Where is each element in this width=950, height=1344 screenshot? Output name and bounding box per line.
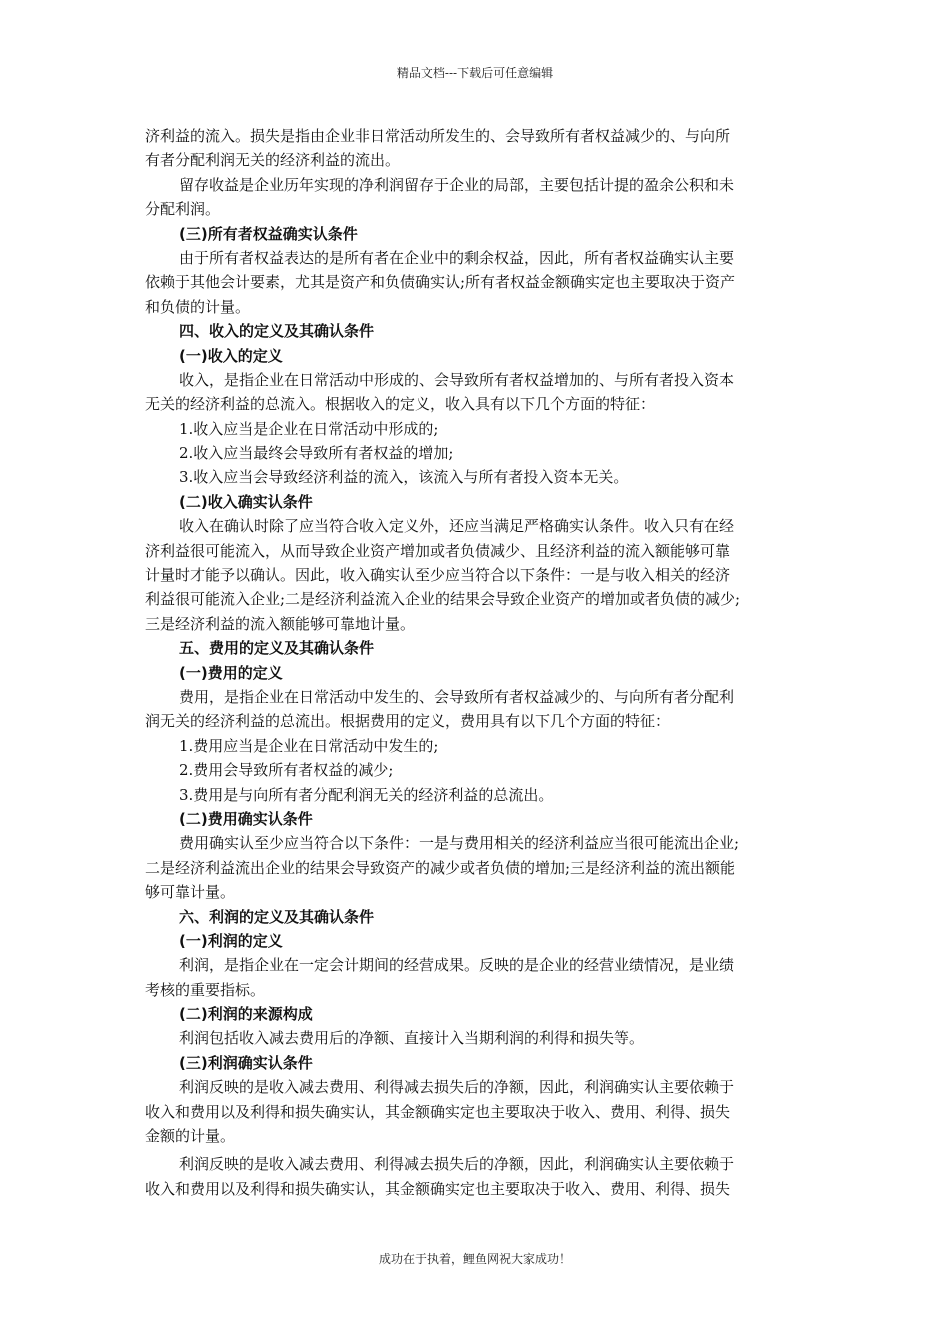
text-line: 三是经济利益的流入额能够可靠地计量。 <box>145 614 416 633</box>
text-line: 济利益很可能流入，从而导致企业资产增加或者负债减少、且经济利益的流入额能够可靠 <box>145 541 731 560</box>
section-heading: 六、利润的定义及其确认条件 <box>179 907 375 926</box>
section-heading: 五、费用的定义及其确认条件 <box>179 639 375 658</box>
text-line: 3.费用是与向所有者分配利润无关的经济利益的总流出。 <box>179 785 554 804</box>
section-heading: (二)费用确实认条件 <box>179 809 313 828</box>
text-line: 和负债的计量。 <box>145 297 251 316</box>
text-line: 利润，是指企业在一定会计期间的经营成果。反映的是企业的经营业绩情况，是业绩 <box>179 956 735 975</box>
text-line: 收入和费用以及利得和损失确实认，其金额确实定也主要取决于收入、费用、利得、损失 <box>145 1179 731 1198</box>
text-line: 济利益的流入。损失是指由企业非日常活动所发生的、会导致所有者权益减少的、与向所 <box>145 127 731 145</box>
text-line: 2.收入应当最终会导致所有者权益的增加; <box>179 444 454 463</box>
document-body <box>145 124 817 1201</box>
section-heading: (一)收入的定义 <box>179 346 283 365</box>
section-heading: (一)利润的定义 <box>179 931 283 950</box>
section-heading: (二)收入确实认条件 <box>179 492 313 511</box>
text-line: 1.收入应当是企业在日常活动中形成的; <box>179 419 439 438</box>
text-line: 费用，是指企业在日常活动中发生的、会导致所有者权益减少的、与向所有者分配利 <box>179 687 735 706</box>
section-heading: 四、收入的定义及其确认条件 <box>179 322 375 341</box>
text-line: 收入在确认时除了应当符合收入定义外，还应当满足严格确实认条件。收入只有在经 <box>179 517 735 536</box>
text-line: 3.收入应当会导致经济利益的流入，该流入与所有者投入资本无关。 <box>179 468 629 487</box>
text-line: 2.费用会导致所有者权益的减少; <box>179 761 394 780</box>
text-line: 利润反映的是收入减去费用、利得减去损失后的净额，因此，利润确实认主要依赖于 <box>179 1155 735 1174</box>
text-line: 利润包括收入减去费用后的净额、直接计入当期利润的利得和损失等。 <box>179 1029 645 1048</box>
text-line: 利润反映的是收入减去费用、利得减去损失后的净额，因此，利润确实认主要依赖于 <box>179 1078 735 1097</box>
text-line: 依赖于其他会计要素，尤其是资产和负债确实认;所有者权益金额确实定也主要取决于资产 <box>145 273 736 292</box>
text-line: 计量时才能予以确认。因此，收入确实认至少应当符合以下条件：一是与收入相关的经济 <box>145 566 731 585</box>
text-line: 够可靠计量。 <box>145 883 236 902</box>
text-line: 1.费用应当是企业在日常活动中发生的; <box>179 736 439 755</box>
text-line: 有者分配利润无关的经济利益的流出。 <box>145 151 401 170</box>
text-line: 由于所有者权益表达的是所有者在企业中的剩余权益，因此，所有者权益确实认主要 <box>179 248 735 267</box>
text-line: 收入和费用以及利得和损失确实认，其金额确实定也主要取决于收入、费用、利得、损失 <box>145 1102 731 1121</box>
page-footer: 成功在于执着，鲤鱼网祝大家成功！ <box>378 1252 571 1266</box>
text-line: 润无关的经济利益的总流出。根据费用的定义，费用具有以下几个方面的特征： <box>145 712 671 731</box>
text-line: 留存收益是企业历年实现的净利润留存于企业的局部，主要包括计提的盈余公积和未 <box>179 175 735 194</box>
section-heading: (三)所有者权益确实认条件 <box>179 224 358 243</box>
section-heading: (一)费用的定义 <box>179 663 283 682</box>
text-line: 金额的计量。 <box>145 1127 236 1146</box>
text-line: 利益很可能流入企业;二是经济利益流入企业的结果会导致企业资产的增加或者负债的减少; <box>145 590 741 609</box>
section-heading: (三)利润确实认条件 <box>179 1053 313 1072</box>
section-heading: (二)利润的来源构成 <box>179 1005 313 1024</box>
text-line: 无关的经济利益的总流入。根据收入的定义，收入具有以下几个方面的特征： <box>145 395 656 414</box>
text-line: 收入，是指企业在日常活动中形成的、会导致所有者权益增加的、与所有者投入资本 <box>179 370 735 389</box>
text-line: 考核的重要指标。 <box>145 980 266 999</box>
text-line: 费用确实认至少应当符合以下条件：一是与费用相关的经济利益应当很可能流出企业; <box>179 834 740 853</box>
page-header: 精品文档---下载后可任意编辑 <box>396 66 554 80</box>
text-line: 二是经济利益流出企业的结果会导致资产的减少或者负债的增加;三是经济利益的流出额能 <box>145 858 736 877</box>
text-line: 分配利润。 <box>145 200 221 219</box>
